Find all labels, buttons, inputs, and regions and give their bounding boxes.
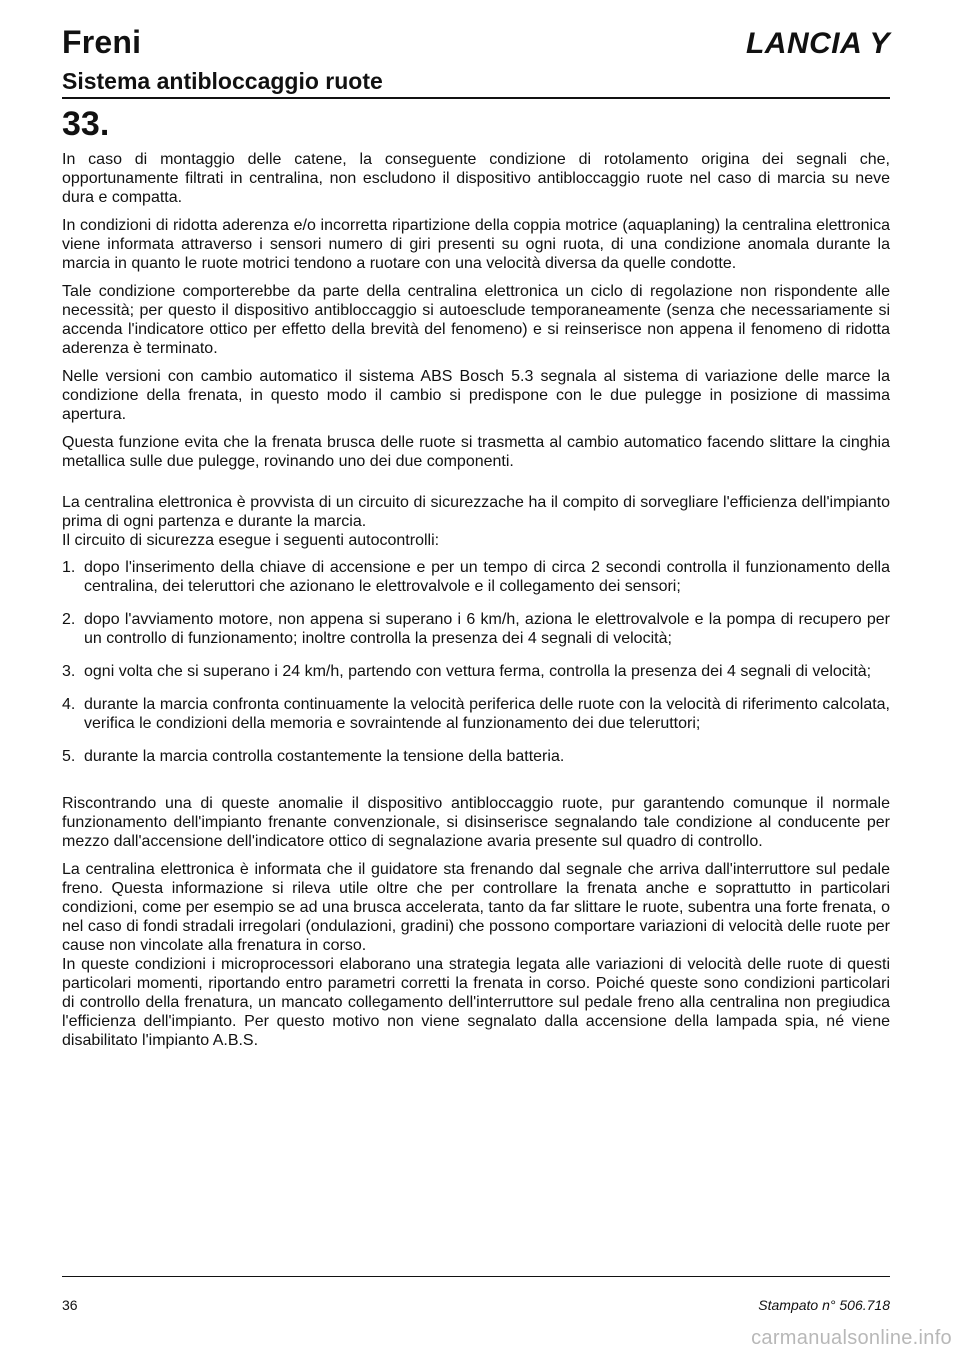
list-item-text: durante la marcia controlla costantemente la tensione della batteria.	[84, 748, 565, 765]
paragraph-part: La centralina elettronica è informata che il guidatore sta frenando dal segnale che arriva dall'interruttore sul pedale freno. Questa informazione si rileva utile oltre che per controllare la frenata anche e soprattutto in particolari condizioni, come per esempio se ad una brusca accelerata, tanto da far slittare le ruote, subentra una forte frenata, o nel caso di fondi stradali irregolari (ondulazioni, gradini) che possono comportare variazioni di velocità delle ruote per cause non vincolate alla frenatura in corso.	[62, 861, 890, 954]
paragraph-line: La centralina elettronica è provvista di un circuito di sicurezzache ha il compito di sorvegliare l'efficienza dell'impianto prima di ogni partenza e durante la marcia.	[62, 494, 890, 530]
paragraph: Nelle versioni con cambio automatico il sistema ABS Bosch 5.3 segnala al sistema di variazione delle marce la condizione della frenata, in questo modo il cambio si predispone con le due pulegge in posizione di massima apertura.	[62, 368, 890, 423]
section-subtitle: Sistema antibloccaggio ruote	[62, 68, 383, 94]
list-item-number: 4.	[62, 696, 76, 713]
list-item-number: 1.	[62, 559, 76, 576]
list-item-number: 5.	[62, 748, 76, 765]
body-text	[62, 150, 890, 1059]
paragraph	[62, 860, 890, 1050]
list-item-number: 2.	[62, 611, 76, 628]
chapter-title: Freni	[62, 24, 142, 60]
paragraph: In caso di montaggio delle catene, la conseguente condizione di rotolamento origina dei segnali che, opportunamente filtrati in centralina, non escludono il dispositivo antibloccaggio ruote nel caso di marcia su neve dura e compatta.	[62, 151, 890, 206]
list-item	[62, 747, 890, 766]
brand-name: LANCIA Y	[745, 27, 890, 60]
paragraph-line: Il circuito di sicurezza esegue i seguenti autocontrolli:	[62, 532, 440, 549]
list-item	[62, 695, 890, 733]
paragraph: Riscontrando una di queste anomalie il dispositivo antibloccaggio ruote, pur garantendo comunque il normale funzionamento dell'impianto frenante convenzionale, si disinserisce segnalando tale condizione al conducente per mezzo dall'accensione dell'indicatore ottico di segnalazione avaria presente sul quadro di controllo.	[62, 795, 890, 850]
print-reference: Stampato n° 506.718	[758, 1297, 890, 1313]
list-item-text: dopo l'avviamento motore, non appena si superano i 6 km/h, aziona le elettrovalvole e la pompa di recupero per un controllo di funzionamento; inoltre controlla la presenza dei 4 segnali di velocità;	[84, 611, 890, 647]
footer-divider	[62, 1276, 890, 1277]
paragraph	[62, 493, 890, 550]
paragraph: In condizioni di ridotta aderenza e/o incorretta ripartizione della coppia motrice (aquaplaning) la centralina elettronica viene informata attraverso i sensori numero di giri presenti su ogni ruota, di una condizione anomala durante la marcia in quanto le ruote motrici tendono a ruotare con una velocità diversa da quelle condotte.	[62, 217, 890, 272]
list-item-text: ogni volta che si superano i 24 km/h, partendo con vettura ferma, controlla la presenza dei 4 segnali di velocità;	[84, 663, 872, 680]
list-item	[62, 610, 890, 648]
self-check-list	[62, 558, 890, 766]
list-item-text: durante la marcia confronta continuamente la velocità periferica delle ruote con la velocità di riferimento calcolata, verifica le condizioni della memoria e sovraintende al funzionamento dei due teleruttori;	[84, 696, 890, 732]
header-divider	[62, 97, 890, 99]
paragraph: Questa funzione evita che la frenata brusca delle ruote si trasmetta al cambio automatico facendo slittare la cinghia metallica sulle due pulegge, rovinando uno dei due componenti.	[62, 434, 890, 470]
list-item	[62, 662, 890, 681]
paragraph-part: In queste condizioni i microprocessori elaborano una strategia legata alle variazioni di velocità delle ruote di questi particolari momenti, riportando entro parametri corretti la frenata in corso. Poiché queste sono condizioni particolari di controllo della frenatura, un mancato collegamento dell'interruttore sul pedale freno alla centralina non pregiudica l'efficienza dell'impianto. Per questo motivo non viene segnalato dalla accensione della lampada spia, né viene disabilitato l'impianto A.B.S.	[62, 956, 890, 1049]
watermark-logo: carmanualsonline.info	[751, 1327, 952, 1349]
page-number: 36	[62, 1297, 78, 1313]
list-item	[62, 558, 890, 596]
list-item-number: 3.	[62, 663, 76, 680]
list-item-text: dopo l'inserimento della chiave di accensione e per un tempo di circa 2 secondi controlla il funzionamento della centralina, dei teleruttori che azionano le elettrovalvole e il collegamento dei sensori;	[84, 559, 890, 595]
section-number: 33.	[62, 105, 110, 143]
paragraph: Tale condizione comporterebbe da parte della centralina elettronica un ciclo di regolazione non rispondente alle necessità; per questo il dispositivo antibloccaggio si autoesclude temporaneamente (senza che necessariamente si accenda l'indicatore ottico per effetto della brevità del fenomeno) e si reinserisce non appena il fenomeno di ridotta aderenza è terminato.	[62, 283, 890, 357]
